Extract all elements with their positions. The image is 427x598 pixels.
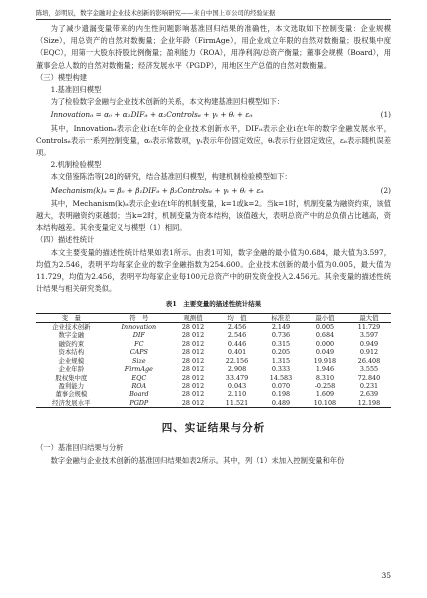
table-cell: 2.456 (227, 323, 247, 332)
table-cell: 0.005 (315, 323, 335, 332)
table-row (36, 382, 391, 390)
table-cell: 11.729 (357, 323, 381, 332)
page-body (36, 23, 391, 467)
mechanism-model-title: 2.机制检验模型 (50, 160, 102, 170)
table-row (36, 323, 391, 332)
table-row (36, 390, 391, 398)
table-caption: 表1 主要变量的描述性统计结果 (165, 300, 262, 309)
table-cell: 0.205 (271, 348, 291, 357)
table-row (36, 374, 391, 382)
table-cell: 董事会规模 (55, 390, 88, 399)
table-cell: 0.446 (227, 339, 247, 348)
table-cell: 28 012 (181, 381, 205, 390)
section-four-title: 四、实证结果与分析 (161, 422, 266, 435)
table-cell: 28 012 (181, 331, 205, 340)
equation-2-body: Mechanism(k)ᵢₜ = β₀ + β₁DIFᵢₜ + β₂Controlsᵢₜ + γₜ + θᵢ + εᵢₜ (50, 185, 264, 195)
table-cell: 28 012 (171, 399, 215, 408)
table-cell: 12.198 (347, 399, 391, 408)
table-cell: 1.946 (315, 365, 335, 374)
equation-1-body: Innovationᵢₜ = α₀ + α₁DIFᵢₜ + α₂Controlsᵢₜ + γₜ + θᵢ + εᵢₜ (50, 110, 253, 120)
table-header-cell: 观测值 (171, 313, 215, 322)
table-header-cell: 均 值 (215, 313, 259, 322)
table-row (36, 348, 391, 356)
baseline-model-intro: 为了检验数字金融与企业技术创新的关系，本文构建基准回归模型如下： (50, 97, 285, 107)
table-row (36, 357, 391, 365)
table-cell: 2.639 (359, 390, 379, 399)
table-cell: PGDP (107, 399, 171, 408)
table-cell: 0.736 (271, 331, 291, 340)
table-cell: -0.258 (314, 381, 336, 390)
section-model-title: （三）模型构建 (36, 72, 88, 82)
equation-2-number: (2) (380, 185, 391, 195)
table-header-cell: 标准差 (259, 313, 303, 322)
table-cell: 企业规模 (58, 356, 85, 365)
table-header-cell: 最小值 (303, 313, 347, 322)
baseline-results-paragraph: 数字金融与企业技术创新的基准回归结果如表2所示。其中，列（1）未加入控制变量和年份 (50, 455, 345, 465)
table-header-cell: 符 号 (107, 313, 171, 322)
page-number: 35 (381, 571, 391, 580)
equation-2 (36, 185, 391, 197)
table-cell: 28 012 (181, 356, 205, 365)
table-cell: ROA (131, 381, 147, 390)
table-cell: 0.231 (359, 381, 379, 390)
table-cell: 0.043 (227, 381, 247, 390)
table-cell: 0.049 (315, 348, 335, 357)
descriptive-stats-table (36, 313, 391, 408)
table-cell: 0.949 (359, 339, 379, 348)
table-cell: 3.597 (359, 331, 379, 340)
table-cell: 盈利能力 (58, 381, 85, 390)
table-cell: 8.310 (315, 373, 335, 382)
table-cell: FC (134, 339, 144, 348)
table-cell: Innovation (121, 323, 157, 332)
table-row (36, 399, 391, 408)
table-cell: 0.070 (271, 381, 291, 390)
table-cell: 0.489 (259, 399, 303, 408)
running-head: 陈培，彭明辰，数字金融对企业技术创新的影响研究——来自中国上市公司的经验证据 (36, 10, 276, 17)
table-cell: Board (129, 390, 149, 399)
table-cell: 经济发展水平 (36, 399, 107, 408)
section-descriptive-title: （四）描述性统计 (36, 235, 95, 245)
table-cell: FirmAge (124, 365, 153, 374)
table-cell: 2.546 (227, 331, 247, 340)
mechanism-model-intro: 本文借鉴陈浩等[28]的研究，结合基准回归模型，构建机制检验模型如下： (50, 172, 292, 182)
table-cell: 融资约束 (58, 339, 85, 348)
table-cell: 14.583 (269, 373, 293, 382)
table-cell: 22.156 (225, 356, 249, 365)
equation-1 (36, 109, 391, 121)
table-cell: 股权集中度 (55, 373, 88, 382)
table-cell: 2.149 (271, 323, 291, 332)
baseline-results-title: （一）基准回归结果与分析 (36, 443, 124, 453)
table-row (36, 365, 391, 373)
table-cell: 11.521 (215, 399, 259, 408)
table-cell: 0.198 (271, 390, 291, 399)
table-row (36, 340, 391, 348)
table-cell: 3.555 (359, 365, 379, 374)
table-row (36, 331, 391, 339)
table-cell: 0.000 (315, 339, 335, 348)
table-cell: 28 012 (181, 348, 205, 357)
table-cell: 28 012 (181, 339, 205, 348)
table-header-row (36, 313, 391, 322)
descriptive-stats-paragraph: 本文主要变量的描述性统计结果如表1所示。由表1可知，数字金融的最小值为0.684，最大值为3.597，均值为2.546，表明平均每家企业的数字金融指数为254.600。企业技术创新的最小值为0.005，最大值为11.729，均值为2.456，表明平均每家企业每100元总资产中的研发资金投入2.456元。其余变量的描述性统计结果与相关研究类似。 (36, 247, 391, 294)
equation-1-number: (1) (380, 110, 391, 120)
table-cell: 72.840 (357, 373, 381, 382)
table-cell: 1.315 (271, 356, 291, 365)
table-cell: 28 012 (181, 390, 205, 399)
control-variables-paragraph: 为了减少遗漏变量带来的内生性问题影响基准回归结果的准确性，本文选取如下控制变量：企业规模（Size），用总资产的自然对数衡量；企业年龄（FirmAge），用企业成立年限的自然对数衡量；股权集中度（EQC），用第一大股东持股比例衡量；盈利能力（ROA），用净利润/总资产衡量；董事会规模（Board），用董事会总人数的自然对数衡量；经济发展水平（PGDP），用地区生产总值的自然对数衡量。 (36, 24, 391, 70)
table-cell: 0.401 (227, 348, 247, 357)
table-cell: 33.479 (225, 373, 249, 382)
table-header-cell: 变 量 (36, 313, 107, 322)
table-cell: 10.108 (303, 399, 347, 408)
table-cell: 2.908 (227, 365, 247, 374)
table-header-cell: 最大值 (347, 313, 391, 322)
table-cell: 0.333 (271, 365, 291, 374)
table-cell: 28 012 (181, 365, 205, 374)
mechanism-model-explanation: 其中，Mechanism(k)ᵢₜ表示企业i在t年的机制变量，k=1或k=2。当k=1时，机制变量为融资约束，该值越大，表明融资约束越弱；当k=2时，机制变量为资本结构，该值越大，表明总资产中的总负债占比越高，资本结构越差。其余变量定义与模型（1）相同。 (36, 198, 391, 233)
table-cell: 28 012 (181, 373, 205, 382)
table-cell: 0.315 (271, 339, 291, 348)
table-cell: 0.684 (315, 331, 335, 340)
table-cell: 2.110 (227, 390, 247, 399)
header-rule (36, 19, 391, 20)
table-cell: DIF (132, 331, 145, 340)
table-cell: 26.408 (357, 356, 381, 365)
table-cell: 数字金融 (58, 331, 85, 340)
table-cell: 企业年龄 (58, 365, 85, 374)
table-cell: 19.918 (313, 356, 337, 365)
table-cell: 资本结构 (58, 348, 85, 357)
table-cell: 28 012 (181, 323, 205, 332)
table-cell: 1.609 (315, 390, 335, 399)
table-cell: CAPS (129, 348, 148, 357)
table-cell: Size (132, 356, 146, 365)
baseline-model-explanation: 其中，Innovationᵢₜ表示企业i在t年的企业技术创新水平，DIFᵢₜ表示企业i在t年的数字金融发展水平，Controlsᵢₜ表示一系列控制变量，α₀表示常数项，γₜ表示年份固定效应，θᵢ表示行业固定效应，εᵢₜ表示随机误差项。 (36, 123, 391, 158)
baseline-model-title: 1.基准回归模型 (50, 85, 102, 95)
table-cell: 企业技术创新 (52, 323, 91, 332)
table-cell: EQC (131, 373, 147, 382)
table-cell: 0.912 (359, 348, 379, 357)
